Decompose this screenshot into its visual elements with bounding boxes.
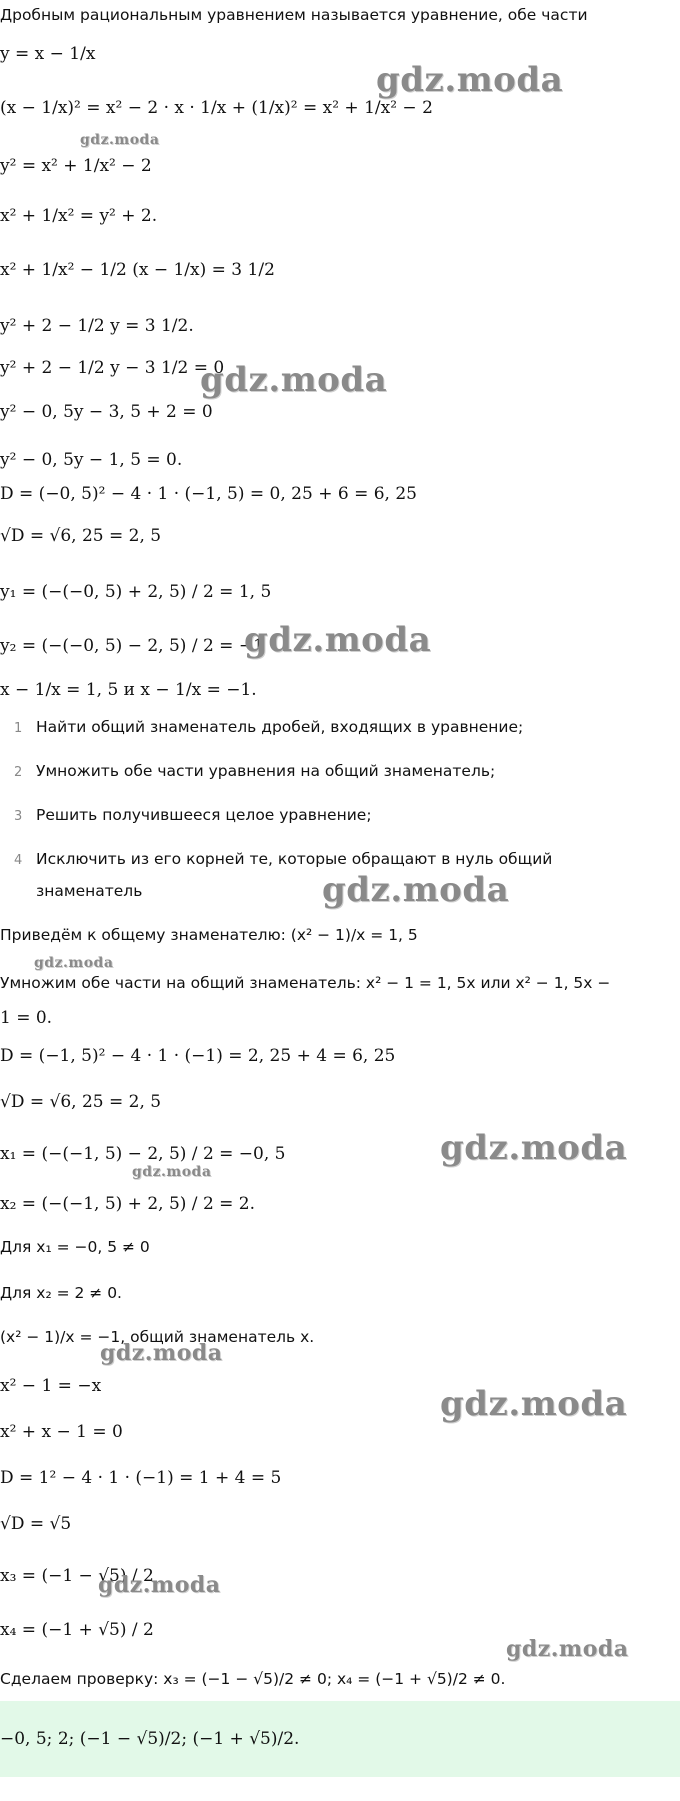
equation-quadratic-y: y² − 0, 5y − 1, 5 = 0.	[0, 450, 183, 470]
watermark: gdz.moda	[440, 1128, 628, 1168]
equation-quadratic-x: x² + x − 1 = 0	[0, 1422, 123, 1442]
step-3	[14, 806, 372, 824]
equation-sum-expression: x² + 1/x² = y² + 2.	[0, 206, 158, 226]
watermark: gdz.moda	[100, 1340, 223, 1366]
watermark: gdz.moda	[244, 620, 432, 660]
discriminant-x: D = (−1, 5)² − 4 · 1 · (−1) = 2, 25 + 4 = 6, 25	[0, 1046, 396, 1066]
equation-y-squared: y² = x² + 1/x² − 2	[0, 156, 152, 176]
root-y1: y₁ = (−(−0, 5) + 2, 5) / 2 = 1, 5	[0, 582, 272, 602]
watermark: gdz.moda	[322, 870, 510, 910]
common-denominator-text: Приведём к общему знаменателю: (x² − 1)/x = 1, 5	[0, 926, 418, 944]
root-x1: x₁ = (−(−1, 5) − 2, 5) / 2 = −0, 5	[0, 1144, 286, 1164]
equation-in-y: y² + 2 − 1/2 y = 3 1/2.	[0, 316, 194, 336]
discriminant-y: D = (−0, 5)² − 4 · 1 · (−1, 5) = 0, 25 + 6 = 6, 25	[0, 484, 417, 504]
watermark: gdz.moda	[376, 60, 564, 100]
equation-original: x² + 1/x² − 1/2 (x − 1/x) = 3 1/2	[0, 260, 275, 280]
step-4	[14, 850, 552, 868]
back-substitution: x − 1/x = 1, 5 и x − 1/x = −1.	[0, 680, 257, 700]
sqrt-discriminant-y: √D = √6, 25 = 2, 5	[0, 526, 162, 546]
watermark: gdz.moda	[506, 1636, 629, 1662]
answer-text: −0, 5; 2; (−1 − √5)/2; (−1 + √5)/2.	[0, 1729, 300, 1749]
equation-square-expansion: (x − 1/x)² = x² − 2 · x · 1/x + (1/x)² = x² + 1/x² − 2	[0, 98, 433, 118]
equation-substitution: y = x − 1/x	[0, 44, 96, 64]
step-number: 1	[14, 721, 23, 736]
watermark: gdz.moda	[440, 1384, 628, 1424]
discriminant-x2: D = 1² − 4 · 1 · (−1) = 1 + 4 = 5	[0, 1468, 282, 1488]
step-1	[14, 718, 523, 736]
step-text: знаменатель	[36, 882, 143, 900]
watermark: gdz.moda	[80, 132, 160, 148]
verification-text: Сделаем проверку: x₃ = (−1 − √5)/2 ≠ 0; x₄ = (−1 + √5)/2 ≠ 0.	[0, 1670, 506, 1688]
equation-continuation: 1 = 0.	[0, 1008, 53, 1028]
answer-box	[0, 1701, 680, 1777]
step-4-continuation	[14, 882, 142, 900]
watermark: gdz.moda	[132, 1164, 212, 1180]
watermark: gdz.moda	[200, 360, 388, 400]
step-text: Найти общий знаменатель дробей, входящих в уравнение;	[36, 718, 524, 736]
watermark: gdz.moda	[34, 955, 114, 971]
step-number: 3	[14, 809, 23, 824]
check-x2: Для x₂ = 2 ≠ 0.	[0, 1284, 122, 1302]
root-y2: y₂ = (−(−0, 5) − 2, 5) / 2 = −1	[0, 636, 264, 656]
step-number: 4	[14, 853, 23, 868]
sqrt-discriminant-x: √D = √6, 25 = 2, 5	[0, 1092, 162, 1112]
root-x2: x₂ = (−(−1, 5) + 2, 5) / 2 = 2.	[0, 1194, 256, 1214]
definition-text: Дробным рациональным уравнением называется уравнение, обе части	[0, 6, 588, 24]
equation-decimal: y² − 0, 5y − 3, 5 + 2 = 0	[0, 402, 213, 422]
step-number: 2	[14, 765, 23, 780]
equation-x-squared-minus-one: x² − 1 = −x	[0, 1376, 102, 1396]
step-2	[14, 762, 495, 780]
step-text: Решить получившееся целое уравнение;	[36, 806, 372, 824]
check-x1: Для x₁ = −0, 5 ≠ 0	[0, 1238, 150, 1256]
root-x4: x₄ = (−1 + √5) / 2	[0, 1620, 154, 1640]
root-x3: x₃ = (−1 − √5) / 2	[0, 1566, 154, 1586]
step-text: Исключить из его корней те, которые обращают в нуль общий	[36, 850, 553, 868]
watermark: gdz.moda	[98, 1572, 221, 1598]
multiply-text: Умножим обе части на общий знаменатель: x² − 1 = 1, 5x или x² − 1, 5x −	[0, 974, 611, 992]
sqrt-discriminant-x2: √D = √5	[0, 1514, 72, 1534]
step-text: Умножить обе части уравнения на общий знаменатель;	[36, 762, 496, 780]
equation-in-y-zero: y² + 2 − 1/2 y − 3 1/2 = 0	[0, 358, 225, 378]
second-equation-text: (x² − 1)/x = −1, общий знаменатель x.	[0, 1328, 315, 1346]
